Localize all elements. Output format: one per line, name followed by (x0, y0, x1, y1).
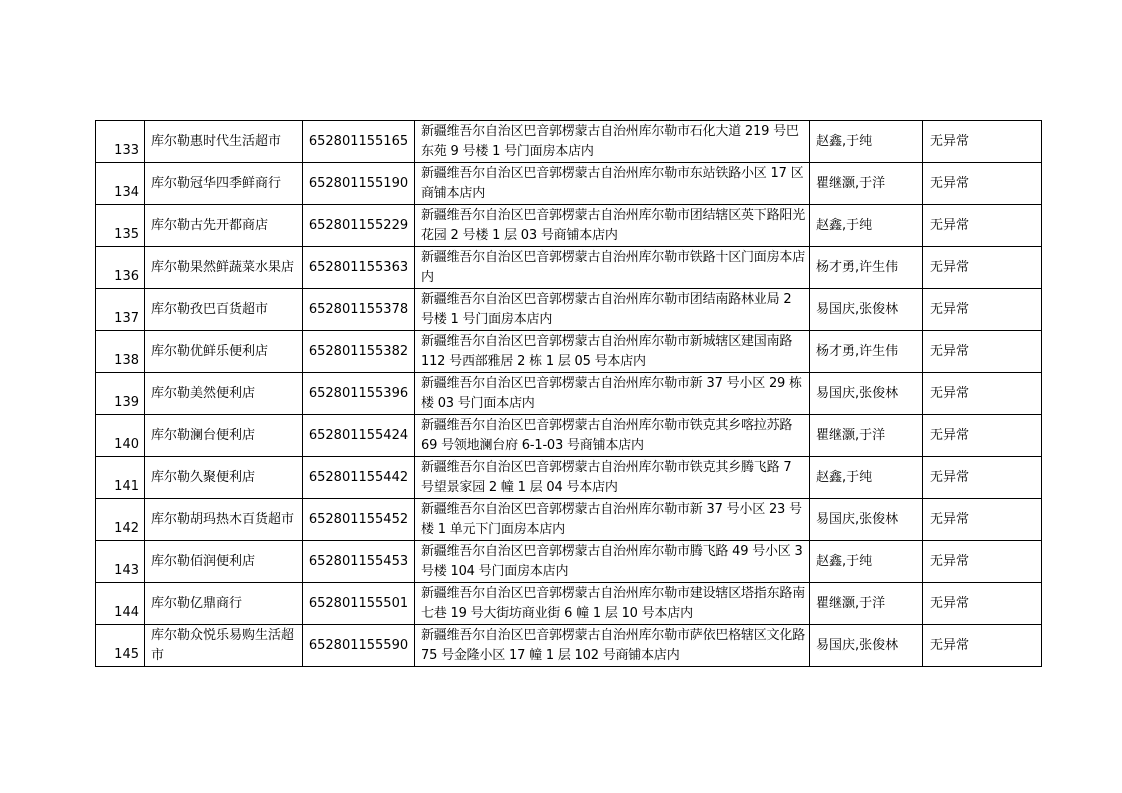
row-number-cell: 136 (96, 247, 145, 289)
store-name-cell: 库尔勒久聚便利店 (145, 457, 303, 499)
row-number-cell: 133 (96, 121, 145, 163)
inspectors-cell: 瞿继灏,于洋 (810, 163, 923, 205)
table-row (96, 163, 1042, 205)
row-number-cell: 143 (96, 541, 145, 583)
inspectors-cell: 赵鑫,于纯 (810, 205, 923, 247)
table-row (96, 499, 1042, 541)
store-address-cell: 新疆维吾尔自治区巴音郭楞蒙古自治州库尔勒市腾飞路 49 号小区 3 号楼 104 号门面房本店内 (415, 541, 810, 583)
registration-code-cell: 652801155590 (303, 625, 415, 667)
inspectors-cell: 杨才勇,许生伟 (810, 331, 923, 373)
row-number-cell: 137 (96, 289, 145, 331)
inspectors-cell: 赵鑫,于纯 (810, 121, 923, 163)
inspection-table (95, 120, 1042, 667)
inspection-result-cell: 无异常 (923, 415, 1042, 457)
inspectors-cell: 易国庆,张俊林 (810, 625, 923, 667)
table-row (96, 457, 1042, 499)
store-address-cell: 新疆维吾尔自治区巴音郭楞蒙古自治州库尔勒市石化大道 219 号巴东苑 9 号楼 1 号门面房本店内 (415, 121, 810, 163)
store-address-cell: 新疆维吾尔自治区巴音郭楞蒙古自治州库尔勒市团结辖区英下路阳光花园 2 号楼 1 层 03 号商铺本店内 (415, 205, 810, 247)
inspectors-cell: 瞿继灏,于洋 (810, 415, 923, 457)
inspection-result-cell: 无异常 (923, 457, 1042, 499)
registration-code-cell: 652801155190 (303, 163, 415, 205)
store-address-cell: 新疆维吾尔自治区巴音郭楞蒙古自治州库尔勒市建设辖区塔指东路南七巷 19 号大街坊商业街 6 幢 1 层 10 号本店内 (415, 583, 810, 625)
inspectors-cell: 瞿继灏,于洋 (810, 583, 923, 625)
store-address-cell: 新疆维吾尔自治区巴音郭楞蒙古自治州库尔勒市萨依巴格辖区文化路 75 号金隆小区 17 幢 1 层 102 号商铺本店内 (415, 625, 810, 667)
row-number-cell: 142 (96, 499, 145, 541)
inspection-result-cell: 无异常 (923, 289, 1042, 331)
inspectors-cell: 易国庆,张俊林 (810, 373, 923, 415)
inspection-result-cell: 无异常 (923, 625, 1042, 667)
store-name-cell: 库尔勒惠时代生活超市 (145, 121, 303, 163)
registration-code-cell: 652801155501 (303, 583, 415, 625)
table-row (96, 373, 1042, 415)
store-name-cell: 库尔勒冠华四季鲜商行 (145, 163, 303, 205)
inspection-result-cell: 无异常 (923, 331, 1042, 373)
inspectors-cell: 赵鑫,于纯 (810, 541, 923, 583)
store-address-cell: 新疆维吾尔自治区巴音郭楞蒙古自治州库尔勒市新 37 号小区 29 栋楼 03 号门面本店内 (415, 373, 810, 415)
registration-code-cell: 652801155165 (303, 121, 415, 163)
registration-code-cell: 652801155363 (303, 247, 415, 289)
row-number-cell: 141 (96, 457, 145, 499)
registration-code-cell: 652801155229 (303, 205, 415, 247)
row-number-cell: 138 (96, 331, 145, 373)
inspection-result-cell: 无异常 (923, 373, 1042, 415)
store-name-cell: 库尔勒佰润便利店 (145, 541, 303, 583)
row-number-cell: 134 (96, 163, 145, 205)
store-name-cell: 库尔勒孜巴百货超市 (145, 289, 303, 331)
registration-code-cell: 652801155452 (303, 499, 415, 541)
table-row (96, 247, 1042, 289)
store-name-cell: 库尔勒澜台便利店 (145, 415, 303, 457)
store-name-cell: 库尔勒亿鼎商行 (145, 583, 303, 625)
row-number-cell: 145 (96, 625, 145, 667)
inspection-result-cell: 无异常 (923, 205, 1042, 247)
row-number-cell: 144 (96, 583, 145, 625)
store-address-cell: 新疆维吾尔自治区巴音郭楞蒙古自治州库尔勒市东站铁路小区 17 区商铺本店内 (415, 163, 810, 205)
table-row (96, 331, 1042, 373)
row-number-cell: 139 (96, 373, 145, 415)
table-row (96, 205, 1042, 247)
table-row (96, 583, 1042, 625)
inspection-result-cell: 无异常 (923, 247, 1042, 289)
store-address-cell: 新疆维吾尔自治区巴音郭楞蒙古自治州库尔勒市铁克其乡喀拉苏路 69 号领地澜台府 6-1-03 号商铺本店内 (415, 415, 810, 457)
store-name-cell: 库尔勒古先开都商店 (145, 205, 303, 247)
store-address-cell: 新疆维吾尔自治区巴音郭楞蒙古自治州库尔勒市新 37 号小区 23 号楼 1 单元下门面房本店内 (415, 499, 810, 541)
table-row (96, 625, 1042, 667)
registration-code-cell: 652801155442 (303, 457, 415, 499)
registration-code-cell: 652801155396 (303, 373, 415, 415)
row-number-cell: 140 (96, 415, 145, 457)
inspectors-cell: 易国庆,张俊林 (810, 499, 923, 541)
inspection-result-cell: 无异常 (923, 121, 1042, 163)
registration-code-cell: 652801155382 (303, 331, 415, 373)
store-address-cell: 新疆维吾尔自治区巴音郭楞蒙古自治州库尔勒市铁克其乡腾飞路 7 号望景家园 2 幢 1 层 04 号本店内 (415, 457, 810, 499)
store-name-cell: 库尔勒众悦乐易购生活超市 (145, 625, 303, 667)
inspectors-cell: 杨才勇,许生伟 (810, 247, 923, 289)
table-row (96, 289, 1042, 331)
inspection-result-cell: 无异常 (923, 499, 1042, 541)
store-name-cell: 库尔勒胡玛热木百货超市 (145, 499, 303, 541)
inspection-result-cell: 无异常 (923, 583, 1042, 625)
store-address-cell: 新疆维吾尔自治区巴音郭楞蒙古自治州库尔勒市团结南路林业局 2 号楼 1 号门面房本店内 (415, 289, 810, 331)
row-number-cell: 135 (96, 205, 145, 247)
store-name-cell: 库尔勒优鲜乐便利店 (145, 331, 303, 373)
table-row (96, 541, 1042, 583)
registration-code-cell: 652801155453 (303, 541, 415, 583)
store-address-cell: 新疆维吾尔自治区巴音郭楞蒙古自治州库尔勒市新城辖区建国南路 112 号西部雅居 2 栋 1 层 05 号本店内 (415, 331, 810, 373)
table-row (96, 415, 1042, 457)
store-name-cell: 库尔勒果然鲜蔬菜水果店 (145, 247, 303, 289)
table-row (96, 121, 1042, 163)
store-address-cell: 新疆维吾尔自治区巴音郭楞蒙古自治州库尔勒市铁路十区门面房本店内 (415, 247, 810, 289)
inspection-result-cell: 无异常 (923, 163, 1042, 205)
inspectors-cell: 易国庆,张俊林 (810, 289, 923, 331)
inspection-result-cell: 无异常 (923, 541, 1042, 583)
registration-code-cell: 652801155424 (303, 415, 415, 457)
inspectors-cell: 赵鑫,于纯 (810, 457, 923, 499)
registration-code-cell: 652801155378 (303, 289, 415, 331)
table-body (96, 121, 1042, 667)
store-name-cell: 库尔勒美然便利店 (145, 373, 303, 415)
